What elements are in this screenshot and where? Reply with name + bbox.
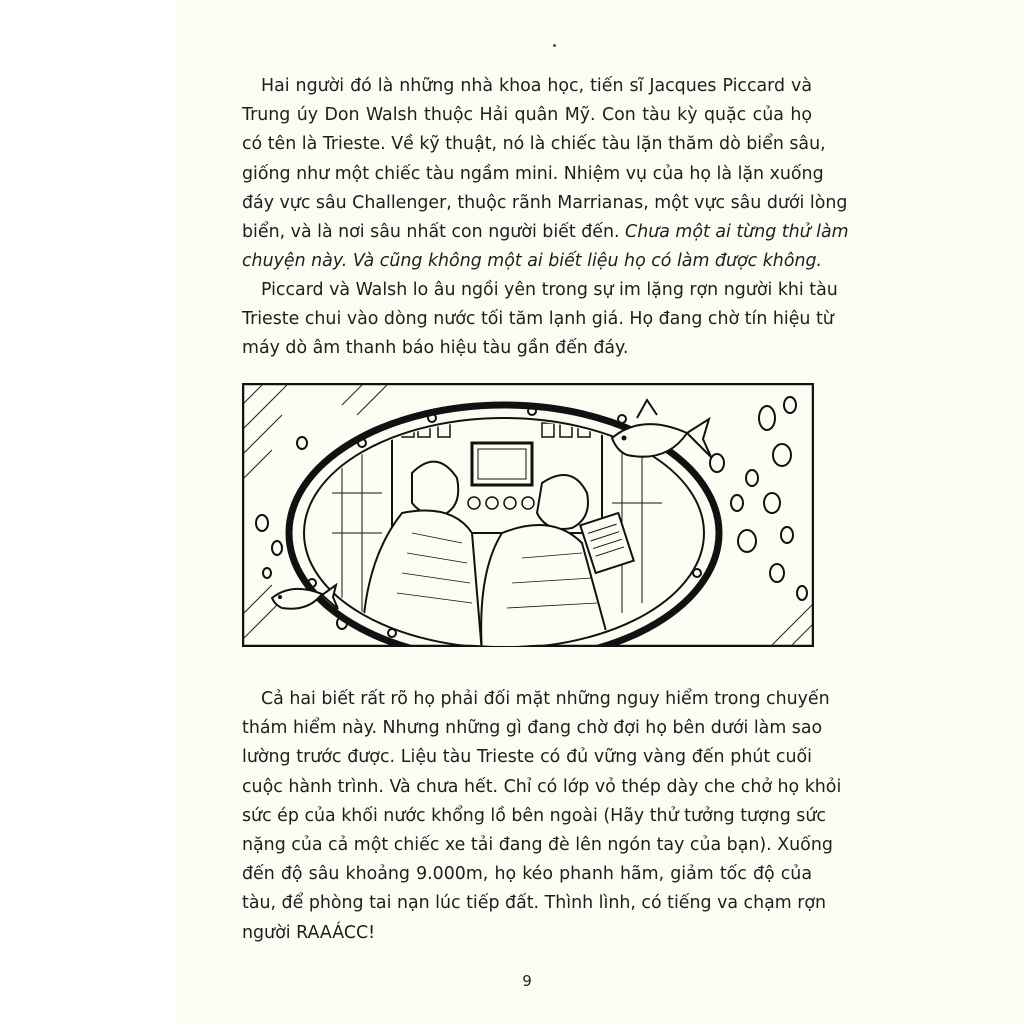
- text-line: đáy vực sâu Challenger, thuộc rãnh Marrianas, một vực sâu dưới lòng: [242, 192, 848, 213]
- paragraph-3: [242, 685, 842, 948]
- text-line: Cả hai biết rất rõ họ phải đối mặt những nguy hiểm trong chuyến: [261, 689, 830, 709]
- text-line: Piccard và Walsh lo âu ngồi yên trong sự im lặng rợn người khi tàu: [261, 280, 838, 300]
- text-line: có tên là Trieste. Về kỹ thuật, nó là chiếc tàu lặn thăm dò biển sâu,: [242, 134, 826, 155]
- text-line: sức ép của khối nước khổng lồ bên ngoài (Hãy thử tưởng tượng sức: [242, 805, 826, 826]
- text-line: đến độ sâu khoảng 9.000m, họ kéo phanh hãm, giảm tốc độ của: [242, 864, 812, 885]
- text-line-mixed: [242, 218, 849, 247]
- text-line: người RAAÁCC!: [242, 922, 376, 943]
- text-line: Trieste chui vào dòng nước tối tăm lạnh giá. Họ đang chờ tín hiệu từ: [242, 309, 834, 330]
- page-number: 9: [522, 972, 532, 990]
- text-line: thám hiểm này. Nhưng những gì đang chờ đợi họ bên dưới làm sao: [242, 718, 823, 739]
- text-line: Hai người đó là những nhà khoa học, tiến sĩ Jacques Piccard và: [261, 76, 812, 96]
- submarine-illustration: [242, 383, 814, 647]
- italic-text-segment: chuyện này. Và cũng không một ai biết liệu họ có làm được không.: [242, 251, 823, 272]
- paragraph-1: [242, 72, 849, 276]
- text-line: cuộc hành trình. Và chưa hết. Chỉ có lớp vỏ thép dày che chở họ khỏi: [242, 776, 842, 797]
- text-line: máy dò âm thanh báo hiệu tàu gần đến đáy.: [242, 338, 629, 359]
- text-segment: biển, và là nơi sâu nhất con người biết đến.: [242, 222, 626, 243]
- print-speck: [553, 44, 556, 47]
- italic-text-segment: Chưa một ai từng thử làm: [625, 222, 849, 243]
- text-line: giống như một chiếc tàu ngầm mini. Nhiệm vụ của họ là lặn xuống: [242, 163, 824, 184]
- italic-text-line: [242, 247, 823, 276]
- paragraph-2: [242, 276, 838, 364]
- text-line: Trung úy Don Walsh thuộc Hải quân Mỹ. Con tàu kỳ quặc của họ: [242, 105, 812, 126]
- text-line: nặng của cả một chiếc xe tải đang đè lên ngón tay của bạn). Xuống: [242, 835, 833, 856]
- text-line: lường trước được. Liệu tàu Trieste có đủ vững vàng đến phút cuối: [242, 747, 812, 768]
- text-line: tàu, để phòng tai nạn lúc tiếp đất. Thình lình, có tiếng va chạm rợn: [242, 893, 827, 914]
